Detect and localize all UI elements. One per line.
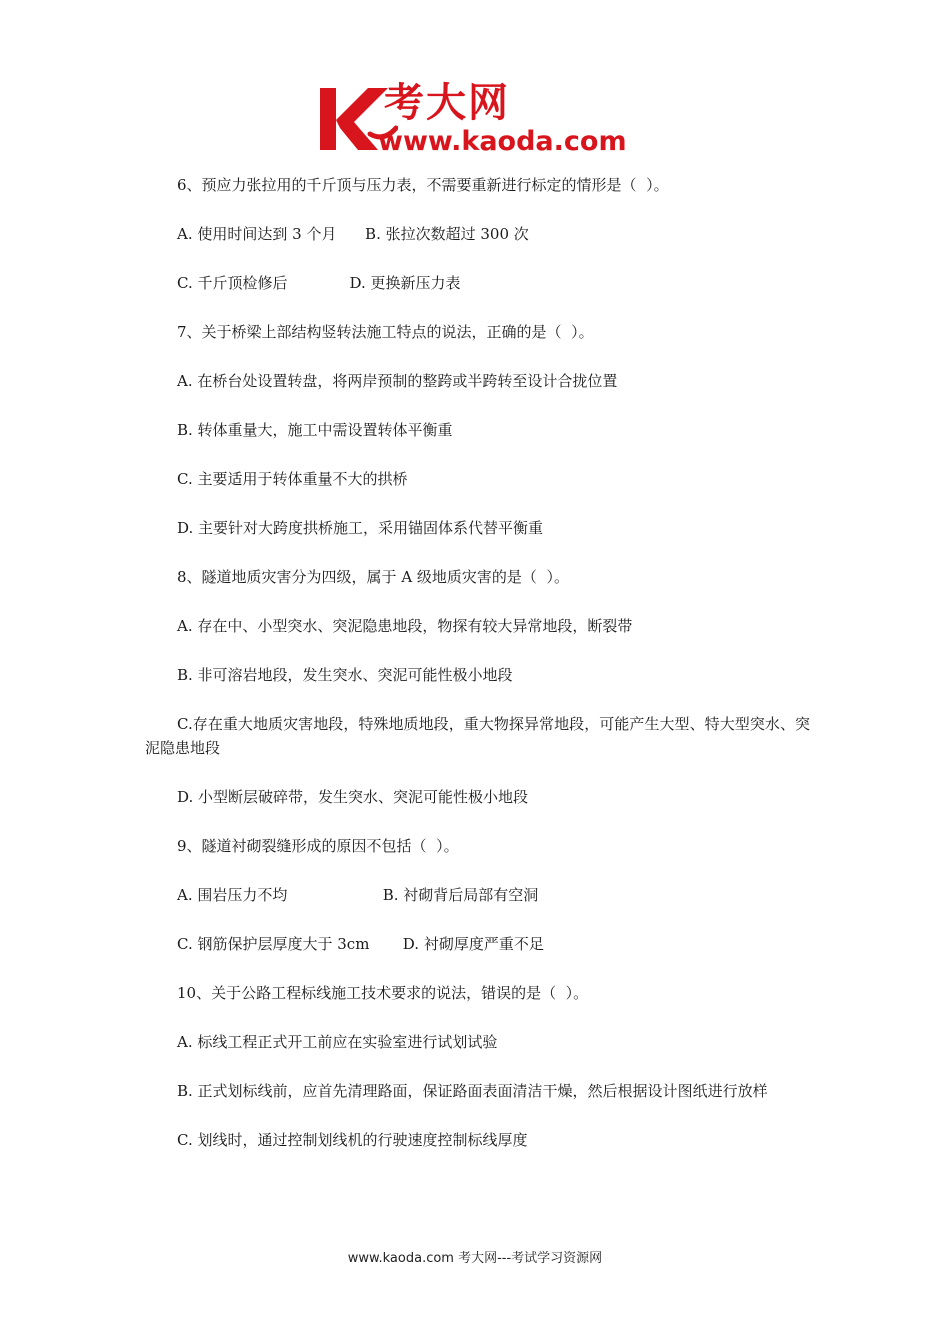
question-6-options-cd: C. 千斤顶检修后 D. 更换新压力表 [177, 274, 461, 292]
question-content [145, 173, 810, 1177]
question-8-option-c: C.存在重大地质灾害地段，特殊地质地段，重大物探异常地段，可能产生大型、特大型突水、突泥隐患地段 [145, 715, 810, 757]
question-6-options-ab: A. 使用时间达到 3 个月 B. 张拉次数超过 300 次 [177, 225, 529, 243]
logo-site-name: 考大网 [384, 80, 510, 126]
question-7-option-b: B. 转体重量大，施工中需设置转体平衡重 [177, 421, 453, 439]
question-9-options-ab: A. 围岩压力不均 B. 衬砌背后局部有空洞 [177, 886, 539, 904]
logo-url: www.kaoda.com [378, 126, 627, 157]
question-8-option-d: D. 小型断层破碎带，发生突水、突泥可能性极小地段 [177, 788, 529, 806]
question-8-option-a: A. 存在中、小型突水、突泥隐患地段，物探有较大异常地段，断裂带 [177, 617, 633, 635]
kaoda-logo [318, 80, 638, 160]
question-9-stem: 9、隧道衬砌裂缝形成的原因不包括（ ）。 [177, 837, 459, 855]
question-7-option-a: A. 在桥台处设置转盘，将两岸预制的整跨或半跨转至设计合拢位置 [177, 372, 618, 390]
question-7-option-c: C. 主要适用于转体重量不大的拱桥 [177, 470, 408, 488]
question-10-stem: 10、关于公路工程标线施工技术要求的说法，错误的是（ ）。 [177, 984, 589, 1002]
question-10-option-a: A. 标线工程正式开工前应在实验室进行试划试验 [177, 1033, 498, 1051]
question-8-option-b: B. 非可溶岩地段，发生突水、突泥可能性极小地段 [177, 666, 513, 684]
question-10-option-b: B. 正式划标线前，应首先清理路面，保证路面表面清洁干燥，然后根据设计图纸进行放样 [177, 1082, 768, 1100]
question-6-stem: 6、预应力张拉用的千斤顶与压力表，不需要重新进行标定的情形是（ ）。 [177, 176, 669, 194]
question-7-stem: 7、关于桥梁上部结构竖转法施工特点的说法，正确的是（ ）。 [177, 323, 594, 341]
question-7-option-d: D. 主要针对大跨度拱桥施工，采用锚固体系代替平衡重 [177, 519, 544, 537]
question-9-options-cd: C. 钢筋保护层厚度大于 3cm D. 衬砌厚度严重不足 [177, 935, 544, 953]
page-footer: www.kaoda.com 考大网---考试学习资源网 [347, 1251, 603, 1266]
question-10-option-c: C. 划线时，通过控制划线机的行驶速度控制标线厚度 [177, 1131, 528, 1149]
question-8-stem: 8、隧道地质灾害分为四级，属于 A 级地质灾害的是（ ）。 [177, 568, 569, 586]
